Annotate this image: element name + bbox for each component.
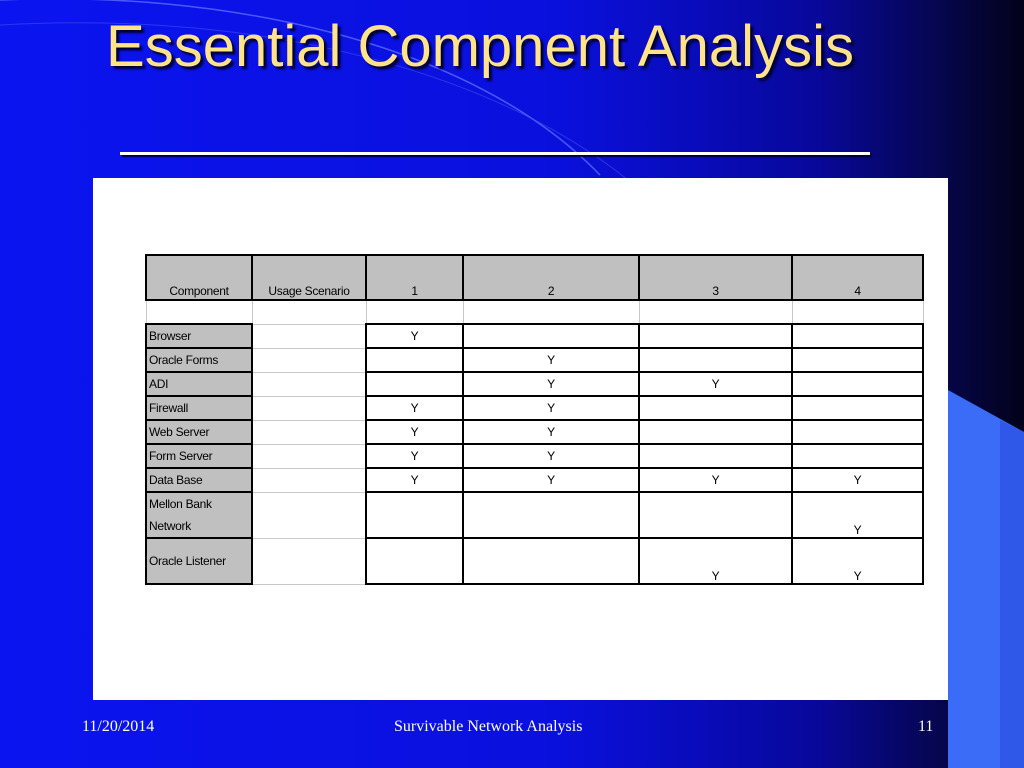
slide-number: 11 bbox=[918, 718, 934, 735]
usage-scenario-cell bbox=[252, 348, 366, 372]
scenario-2-cell bbox=[463, 324, 639, 348]
scenario-1-cell bbox=[366, 372, 463, 396]
component-cell: Oracle Forms bbox=[146, 348, 252, 372]
scenario-2-cell: Y bbox=[463, 444, 639, 468]
usage-scenario-cell bbox=[252, 468, 366, 492]
scenario-1-cell bbox=[366, 538, 463, 584]
usage-scenario-cell bbox=[252, 324, 366, 348]
table-panel bbox=[93, 178, 948, 700]
table-row bbox=[146, 420, 923, 444]
scenario-1-cell: Y bbox=[366, 468, 463, 492]
scenario-4-cell bbox=[792, 444, 923, 468]
header-usage-scenario: Usage Scenario bbox=[252, 255, 366, 300]
table-row bbox=[146, 538, 923, 584]
scenario-4-cell: Y bbox=[792, 492, 923, 538]
header-scenario-2: 2 bbox=[463, 255, 639, 300]
table-row bbox=[146, 468, 923, 492]
scenario-2-cell: Y bbox=[463, 468, 639, 492]
usage-scenario-cell bbox=[252, 372, 366, 396]
scenario-4-cell bbox=[792, 372, 923, 396]
table-row bbox=[146, 372, 923, 396]
title-underline bbox=[120, 152, 870, 155]
scenario-3-cell bbox=[639, 420, 792, 444]
table-spacer-row bbox=[146, 300, 923, 324]
scenario-1-cell bbox=[366, 348, 463, 372]
scenario-2-cell: Y bbox=[463, 372, 639, 396]
scenario-1-cell: Y bbox=[366, 396, 463, 420]
footer-title: Survivable Network Analysis bbox=[394, 718, 583, 735]
component-cell: Data Base bbox=[146, 468, 252, 492]
table-header-row bbox=[146, 255, 923, 300]
scenario-4-cell bbox=[792, 396, 923, 420]
usage-scenario-cell bbox=[252, 444, 366, 468]
scenario-2-cell bbox=[463, 492, 639, 538]
component-table bbox=[145, 254, 924, 585]
scenario-3-cell bbox=[639, 348, 792, 372]
spacer-cell bbox=[639, 300, 792, 324]
spacer-cell bbox=[463, 300, 639, 324]
usage-scenario-cell bbox=[252, 492, 366, 538]
spacer-cell bbox=[366, 300, 463, 324]
scenario-3-cell: Y bbox=[639, 372, 792, 396]
header-component: Component bbox=[146, 255, 252, 300]
component-cell: Mellon Bank Network bbox=[146, 492, 252, 538]
component-cell: ADI bbox=[146, 372, 252, 396]
table-row bbox=[146, 444, 923, 468]
scenario-4-cell: Y bbox=[792, 468, 923, 492]
table-row bbox=[146, 324, 923, 348]
header-scenario-4: 4 bbox=[792, 255, 923, 300]
spacer-cell bbox=[252, 300, 366, 324]
scenario-2-cell: Y bbox=[463, 420, 639, 444]
scenario-1-cell: Y bbox=[366, 420, 463, 444]
table-row bbox=[146, 492, 923, 538]
usage-scenario-cell bbox=[252, 396, 366, 420]
component-cell: Web Server bbox=[146, 420, 252, 444]
scenario-3-cell bbox=[639, 396, 792, 420]
scenario-1-cell: Y bbox=[366, 444, 463, 468]
scenario-4-cell bbox=[792, 348, 923, 372]
scenario-1-cell: Y bbox=[366, 324, 463, 348]
scenario-3-cell: Y bbox=[639, 538, 792, 584]
footer-date: 11/20/2014 bbox=[82, 718, 155, 735]
scenario-2-cell: Y bbox=[463, 348, 639, 372]
scenario-4-cell bbox=[792, 420, 923, 444]
spacer-cell bbox=[146, 300, 252, 324]
scenario-4-cell bbox=[792, 324, 923, 348]
component-cell: Firewall bbox=[146, 396, 252, 420]
table-row bbox=[146, 348, 923, 372]
scenario-3-cell bbox=[639, 444, 792, 468]
header-scenario-1: 1 bbox=[366, 255, 463, 300]
spacer-cell bbox=[792, 300, 923, 324]
usage-scenario-cell bbox=[252, 538, 366, 584]
scenario-4-cell: Y bbox=[792, 538, 923, 584]
scenario-1-cell bbox=[366, 492, 463, 538]
component-cell: Form Server bbox=[146, 444, 252, 468]
component-cell: Browser bbox=[146, 324, 252, 348]
scenario-2-cell bbox=[463, 538, 639, 584]
table-row bbox=[146, 396, 923, 420]
header-scenario-3: 3 bbox=[639, 255, 792, 300]
slide-title: Essential Compnent Analysis bbox=[106, 14, 854, 79]
scenario-2-cell: Y bbox=[463, 396, 639, 420]
scenario-3-cell bbox=[639, 324, 792, 348]
usage-scenario-cell bbox=[252, 420, 366, 444]
scenario-3-cell bbox=[639, 492, 792, 538]
scenario-3-cell: Y bbox=[639, 468, 792, 492]
component-cell: Oracle Listener bbox=[146, 538, 252, 584]
